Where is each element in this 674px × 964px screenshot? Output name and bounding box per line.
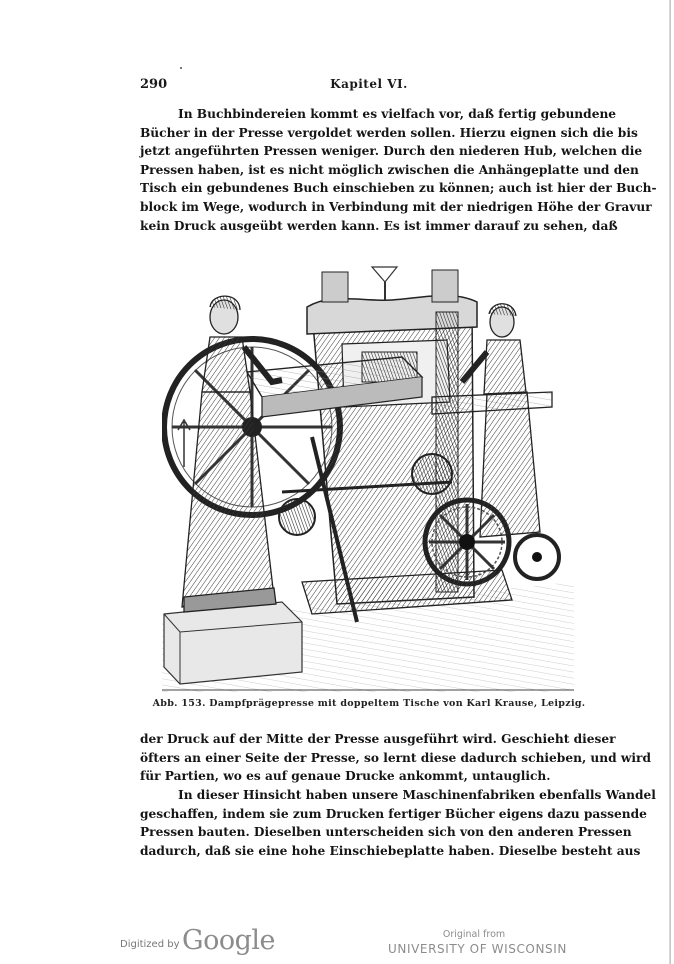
text-line: In Buchbindereien kommt es vielfach vor, daß fertig gebundene — [178, 107, 617, 121]
text-line: geschaffen, indem sie zum Drucken fertiger Bücher eigens dazu passende — [140, 806, 647, 821]
text-line: block im Wege, wodurch in Verbindung mit der niedrigen Höhe der Gravur — [140, 199, 652, 214]
book-page — [4, 0, 670, 964]
google-logo: Google — [182, 925, 275, 956]
text-line: dadurch, daß sie eine hohe Einschiebeplatte haben. Dieselbe besteht aus — [140, 843, 641, 858]
ink-speck — [180, 67, 182, 69]
text-line: Bücher in der Presse vergoldet werden sollen. Hierzu eignen sich die bis — [140, 125, 638, 140]
text-line: Pressen haben, ist es nicht möglich zwischen die Anhängeplatte und den — [140, 162, 639, 177]
page-number: 290 — [140, 77, 168, 92]
text-line: der Druck auf der Mitte der Presse ausgeführt wird. Geschieht dieser — [140, 732, 616, 746]
text-line: jetzt angeführten Pressen weniger. Durch den niederen Hub, welchen die — [140, 144, 643, 159]
press-illustration — [162, 252, 574, 692]
figure-caption: Abb. 153. Dampfprägepresse mit doppeltem Tische von Karl Krause, Leipzig. — [152, 698, 586, 709]
university-label: UNIVERSITY OF WISCONSIN — [388, 942, 567, 956]
text-line: kein Druck ausgeübt werden kann. Es ist immer darauf zu sehen, daß — [140, 218, 618, 233]
paragraph-1 — [140, 105, 657, 235]
text-line: Pressen bauten. Dieselben unterscheiden sich von den anderen Pressen — [140, 825, 632, 840]
running-head: Kapitel VI. — [330, 77, 408, 91]
text-line: für Partien, wo es auf genaue Drucke ankommt, untauglich. — [140, 769, 551, 784]
paragraph-2 — [140, 730, 651, 786]
digitized-by-label: Digitized by — [120, 939, 180, 950]
original-from-label: Original from — [442, 929, 506, 940]
text-line: Tisch ein gebundenes Buch einschieben zu können; auch ist hier der Buch- — [140, 181, 657, 196]
page-edge — [670, 0, 671, 964]
original-source-watermark — [388, 929, 567, 956]
text-line: öfters an einer Seite der Presse, so lernt diese dadurch schieben, und wird — [140, 750, 651, 765]
page-header — [140, 77, 598, 95]
text-line: In dieser Hinsicht haben unsere Maschinenfabriken ebenfalls Wandel — [178, 788, 656, 802]
paragraph-3 — [140, 786, 656, 860]
